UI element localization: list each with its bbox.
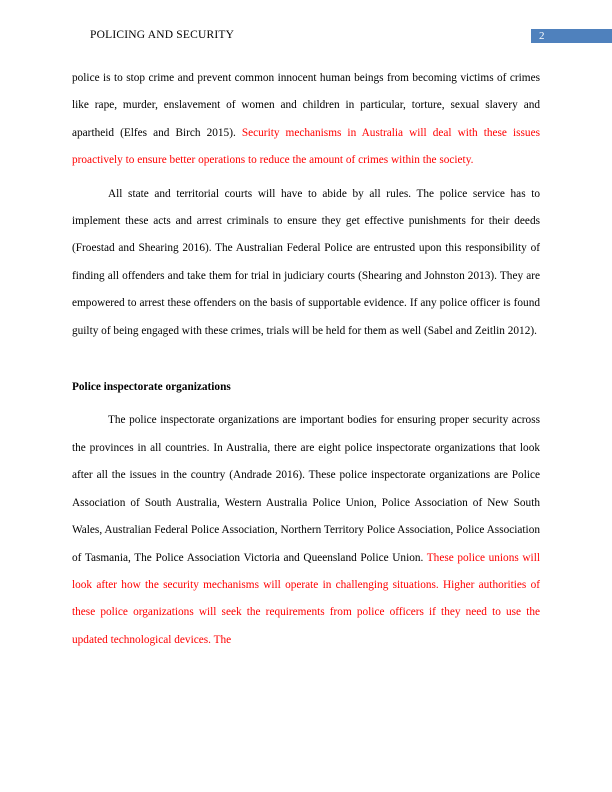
running-head: POLICING AND SECURITY (90, 29, 235, 41)
paragraph-text: The police inspectorate organizations are important bodies for ensuring proper security across the provinces in all countries. In Australia, there are eight police inspectorate organizations that look after all the issues in the country (Andrade 2016). These police inspectorate organizations are Police Association of South Australia, Western Australia Police Union, Police Association of New South Wales, Australian Federal Police Association, Northern Territory Police Association, Police Association of Tasmania, The Police Association Victoria and Queensland Police Union. (72, 414, 540, 564)
page-number-box (531, 29, 612, 43)
page-number: 2 (539, 30, 545, 42)
paragraph-inspectorate (72, 407, 540, 654)
paragraph-continuation (72, 65, 540, 175)
section-heading: Police inspectorate organizations (72, 381, 231, 394)
paragraph-courts: All state and territorial courts will have to abide by all rules. The police service has to implement these acts and arrest criminals to ensure they get effective punishments for their deeds (Froestad and Shearing 2016). The Australian Federal Police are entrusted upon this responsibility of finding all offenders and take them for trial in judiciary courts (Shearing and Johnston 2013). They are empowered to arrest these offenders on the basis of supportable evidence. If any police officer is found guilty of being engaged with these crimes, trials will be held for them as well (Sabel and Zeitlin 2012). (72, 187, 540, 337)
paragraph-text: police is to stop crime and prevent common innocent human beings from becoming victims of crimes like rape, murder, enslavement of women and children in particular, torture, sexual slavery and apartheid (Elfes and Birch 2015). (72, 72, 540, 139)
highlighted-text: These police unions will look after how the security mechanisms will operate in challenging situations. Higher authorities of these police organizations will seek the requirements from police officers if they need to use the updated technological devices. The (72, 551, 540, 646)
document-body (72, 65, 540, 654)
highlighted-text: Security mechanisms in Australia will deal with these issues proactively to ensure better operations to reduce the amount of crimes within the society. (72, 126, 540, 167)
